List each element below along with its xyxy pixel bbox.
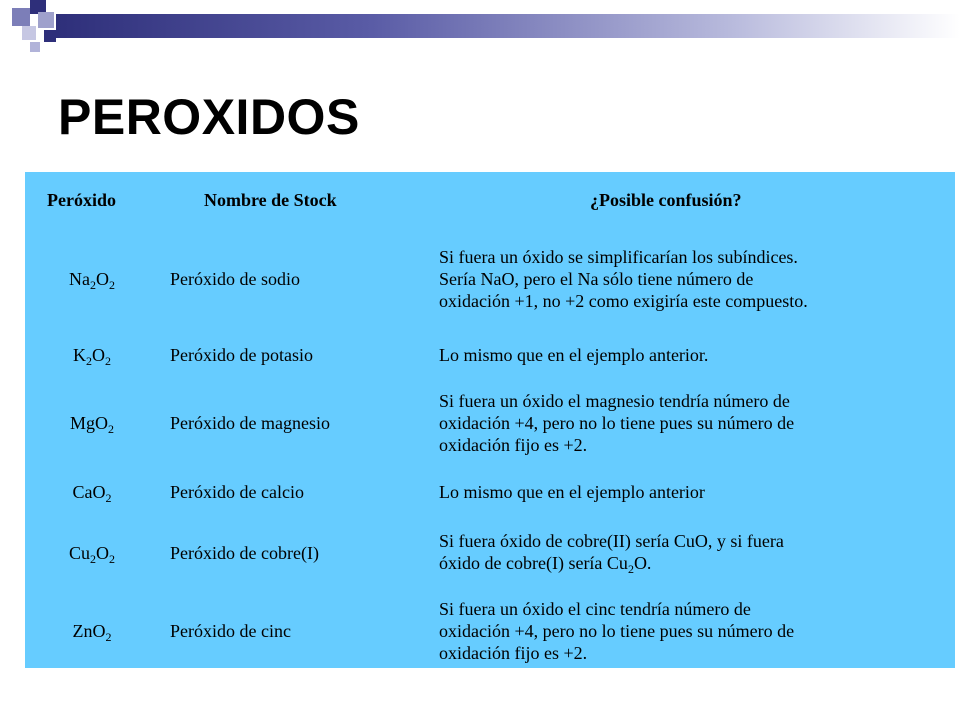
row-name-cobre: Peróxido de cobre(I): [170, 543, 319, 563]
row-name-potasio: Peróxido de potasio: [170, 345, 313, 365]
row-formula-cao2: CaO$_2$: [72, 482, 112, 505]
row-name-magnesio: Peróxido de magnesio: [170, 413, 330, 433]
row-confusion-potasio: Lo mismo que en el ejemplo anterior.: [439, 345, 709, 365]
header-confusion: ¿Posible confusión?: [590, 190, 742, 210]
deco-square-6: [30, 42, 40, 52]
row-name-calcio: Peróxido de calcio: [170, 482, 304, 502]
row-formula-mgo2: MgO$_2$: [69, 413, 114, 436]
header-stock-name: Nombre de Stock: [204, 190, 337, 210]
row-confusion-sodio: Si fuera un óxido se simplificarían los subíndices. Sería NaO, pero el Na sólo tiene número de oxidación +1, no +2 como exigiría este compuesto.: [439, 247, 808, 311]
header-decoration: [0, 0, 960, 60]
row-confusion-calcio: Lo mismo que en el ejemplo anterior: [439, 482, 705, 502]
row-confusion-cinc: Si fuera un óxido el cinc tendría número de oxidación +4, pero no lo tiene pues su número de oxidación fijo es +2.: [439, 599, 795, 663]
row-formula-zno2: ZnO$_2$: [72, 621, 112, 644]
deco-square-5: [44, 30, 56, 42]
deco-square-3: [38, 12, 54, 28]
row-confusion-cobre: Si fuera óxido de cobre(II) sería CuO, y si fuera óxido de cobre(I) sería $Cu_2O$.: [439, 530, 939, 574]
slide-title: PEROXIDOS: [58, 89, 360, 145]
deco-square-2: [12, 8, 30, 26]
row-confusion-magnesio: Si fuera un óxido el magnesio tendría número de oxidación +4, pero no lo tiene pues su número de oxidación fijo es +2.: [439, 391, 795, 455]
confusion-cobre-line2: óxido de cobre(I) sería $Cu_2O$.: [439, 553, 652, 576]
row-formula-k2o2: $K_2O_2$: [73, 345, 111, 368]
row-name-sodio: Peróxido de sodio: [170, 269, 300, 289]
row-formula-cu2o2: $Cu_2O_2$: [68, 543, 115, 566]
deco-square-4: [22, 26, 36, 40]
header-formula: Peróxido: [47, 190, 116, 210]
row-formula-na2o2: $Na_2O_2$: [69, 269, 115, 292]
deco-gradient-bar: [56, 14, 960, 38]
row-name-cinc: Peróxido de cinc: [170, 621, 291, 641]
